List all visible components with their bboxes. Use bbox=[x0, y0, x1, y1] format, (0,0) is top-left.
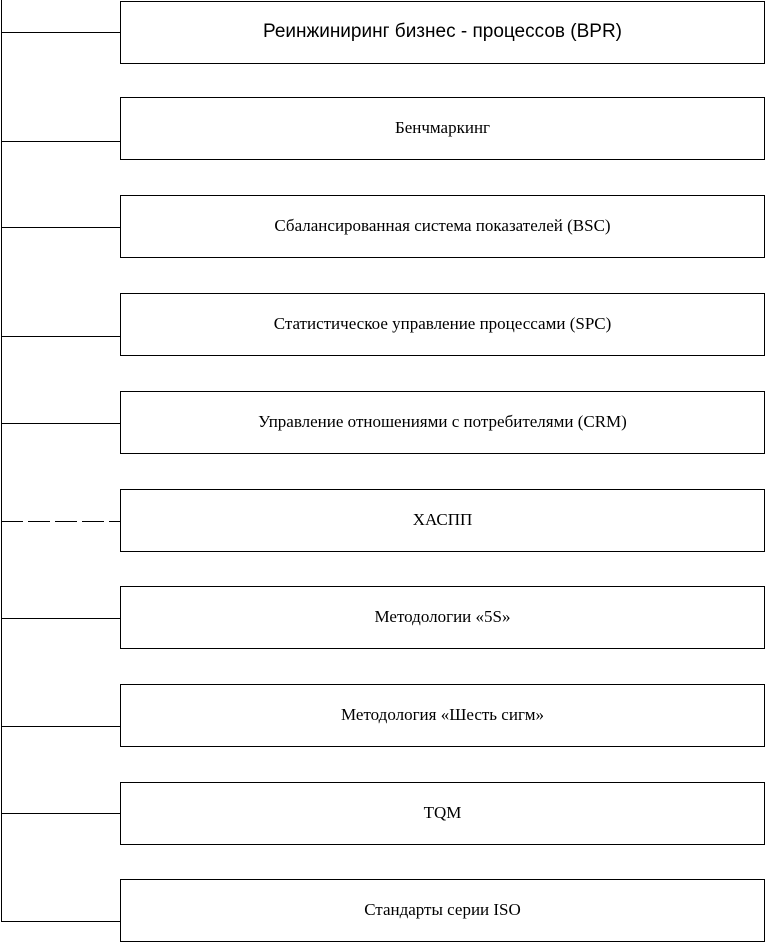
method-label-haccp: ХАСПП bbox=[412, 510, 473, 530]
branch-line-6 bbox=[1, 521, 121, 522]
method-label-six-sigma: Методология «Шесть сигм» bbox=[341, 705, 544, 725]
method-box-crm bbox=[120, 391, 765, 454]
branch-line-7 bbox=[1, 618, 121, 619]
branch-line-3 bbox=[1, 227, 121, 228]
method-label-iso: Стандарты серии ISO bbox=[364, 900, 521, 920]
branch-line-4 bbox=[1, 336, 121, 337]
method-label-bpr: Реинжиниринг бизнес - процессов (BPR) bbox=[262, 21, 622, 43]
trunk-line bbox=[1, 0, 2, 921]
branch-line-9 bbox=[1, 813, 121, 814]
method-label-crm: Управление отношениями с потребителями (CRM) bbox=[258, 412, 627, 432]
method-box-bsc bbox=[120, 195, 765, 258]
branch-line-5 bbox=[1, 423, 121, 424]
branch-line-8 bbox=[1, 726, 121, 727]
method-box-spc bbox=[120, 293, 765, 356]
method-box-5s bbox=[120, 586, 765, 649]
method-label-benchmarking: Бенчмаркинг bbox=[394, 118, 491, 138]
branch-line-2 bbox=[1, 141, 121, 142]
method-label-spc: Статистическое управление процессами (SPC) bbox=[273, 314, 612, 334]
branch-line-10 bbox=[1, 921, 121, 922]
branch-line-1 bbox=[1, 32, 121, 33]
method-label-tqm: TQM bbox=[423, 803, 462, 823]
method-box-six-sigma bbox=[120, 684, 765, 747]
method-label-bsc: Сбалансированная система показателей (BSC) bbox=[274, 216, 611, 236]
method-box-bpr bbox=[120, 1, 765, 64]
method-box-iso bbox=[120, 879, 765, 942]
method-box-haccp bbox=[120, 489, 765, 552]
method-box-benchmarking bbox=[120, 97, 765, 160]
method-box-tqm bbox=[120, 782, 765, 845]
method-label-5s: Методологии «5S» bbox=[374, 607, 511, 627]
